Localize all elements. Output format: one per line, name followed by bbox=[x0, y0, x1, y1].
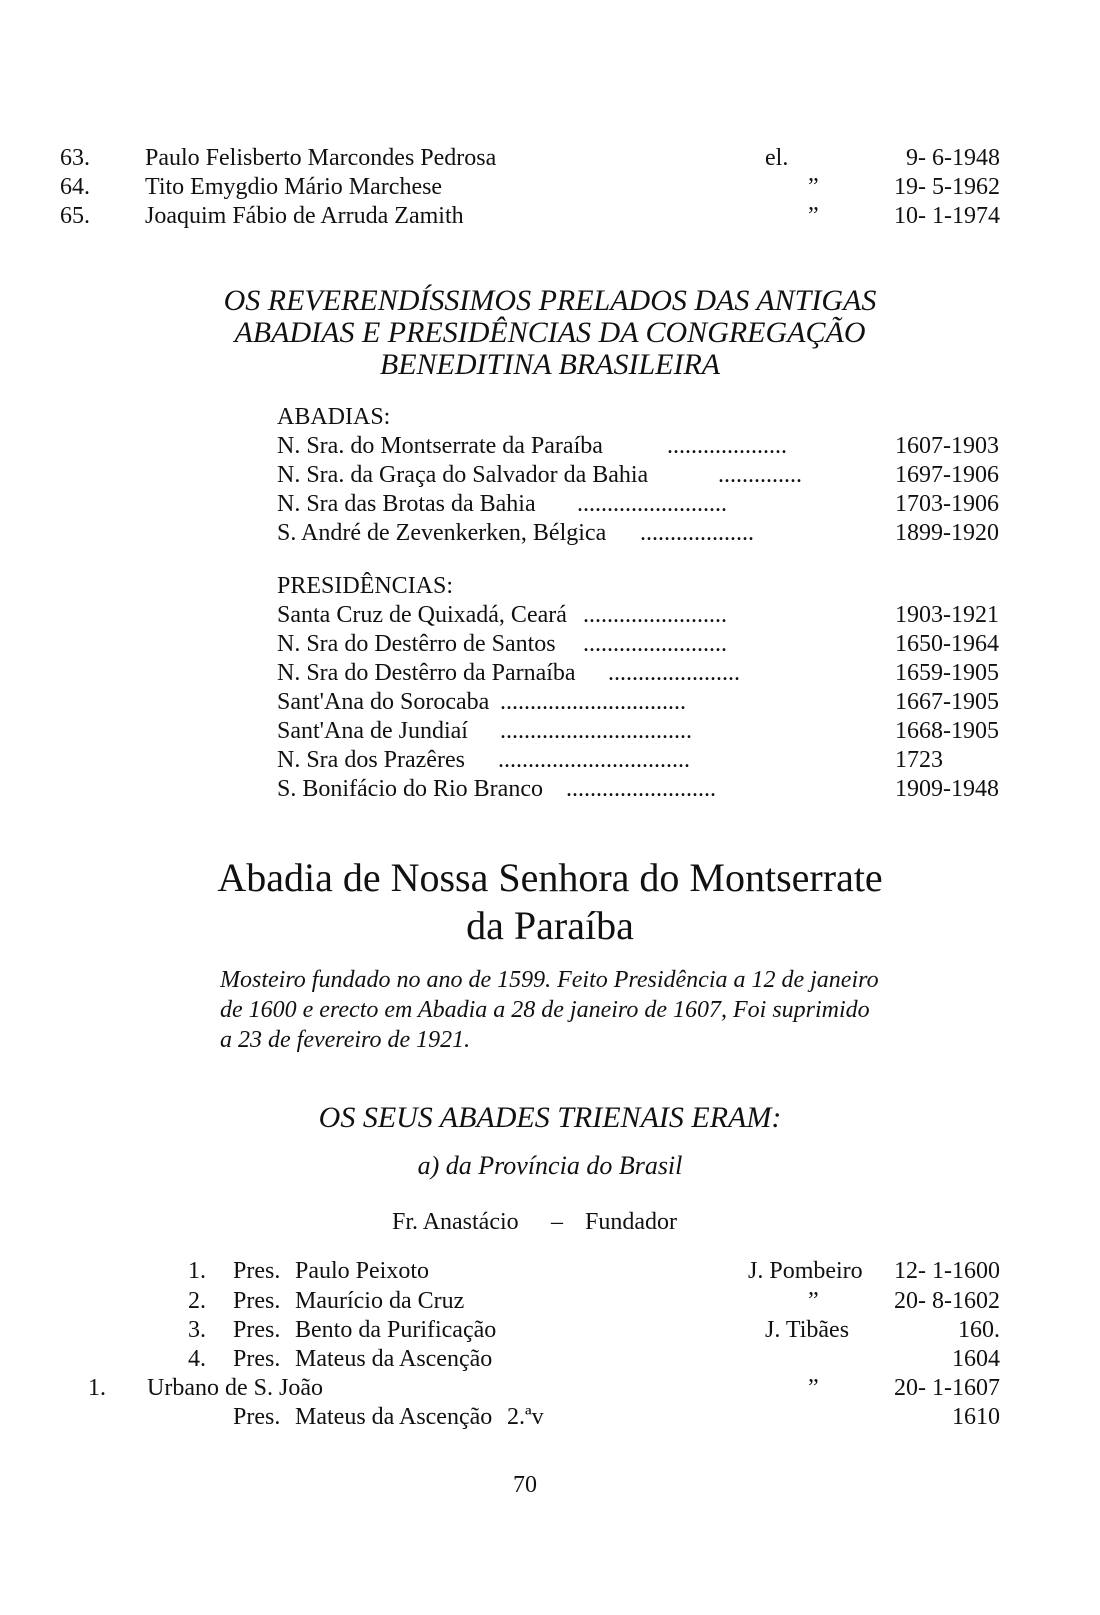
abadia-name: S. André de Zevenkerken, Bélgica bbox=[277, 520, 607, 546]
abade-date: 20- 8-1602 bbox=[894, 1288, 1000, 1314]
abbot-name: Urbano de S. João bbox=[147, 1375, 323, 1401]
abadia-name: N. Sra das Brotas da Bahia bbox=[277, 491, 536, 517]
abadia-years: 1703-1906 bbox=[895, 491, 999, 517]
abadias-label: ABADIAS: bbox=[277, 404, 391, 430]
abade-number: 1. bbox=[188, 1258, 206, 1284]
list-number: 63. bbox=[60, 145, 90, 171]
founder-dash: – bbox=[551, 1209, 563, 1235]
abadia-name: N. Sra. do Montserrate da Paraíba bbox=[277, 433, 603, 459]
abade-title: Pres. bbox=[233, 1288, 281, 1314]
abade-origin: J. Pombeiro bbox=[748, 1258, 863, 1284]
list-date: 10- 1-1974 bbox=[894, 203, 1000, 229]
abadia-name: N. Sra. da Graça do Salvador da Bahia bbox=[277, 462, 649, 488]
abade-title: Pres. bbox=[233, 1404, 281, 1430]
founder-name: Fr. Anastácio bbox=[392, 1209, 519, 1235]
presidencia-name: N. Sra dos Prazêres bbox=[277, 747, 465, 773]
abade-number: 2. bbox=[188, 1288, 206, 1314]
list-mark: ” bbox=[808, 174, 819, 200]
page-number: 70 bbox=[513, 1472, 537, 1498]
abbot-date: 20- 1-1607 bbox=[894, 1375, 1000, 1401]
presidencia-years: 1659-1905 bbox=[895, 660, 999, 686]
abade-number: 3. bbox=[188, 1317, 206, 1343]
presidencia-years: 1650-1964 bbox=[895, 631, 999, 657]
presidencia-years: 1909-1948 bbox=[895, 776, 999, 802]
abade-name: Mateus da Ascenção bbox=[295, 1404, 493, 1430]
abade-date: 160. bbox=[958, 1317, 1000, 1343]
list-date: 19- 5-1962 bbox=[894, 174, 1000, 200]
abade-number: 4. bbox=[188, 1346, 206, 1372]
abadia-years: 1899-1920 bbox=[895, 520, 999, 546]
abade-name: Mateus da Ascenção bbox=[295, 1346, 493, 1372]
presidencia-name: Sant'Ana do Sorocaba bbox=[277, 689, 490, 715]
presidencia-name: Santa Cruz de Quixadá, Ceará bbox=[277, 602, 567, 628]
heading-line: BENEDITINA BRASILEIRA bbox=[379, 348, 721, 381]
presidencia-years: 1723 bbox=[895, 747, 943, 773]
leader-dots: ................................ bbox=[498, 748, 690, 772]
section-title-line: da Paraíba bbox=[466, 903, 634, 948]
presidencia-years: 1903-1921 bbox=[895, 602, 999, 628]
abadia-years: 1697-1906 bbox=[895, 462, 999, 488]
abade-name: Bento da Purificação bbox=[295, 1317, 497, 1343]
description-line: a 23 de fevereiro de 1921. bbox=[220, 1027, 471, 1053]
list-mark: ” bbox=[808, 203, 819, 229]
provincia-heading: a) da Província do Brasil bbox=[417, 1151, 683, 1180]
abade-title: Pres. bbox=[233, 1317, 281, 1343]
leader-dots: ......................... bbox=[566, 777, 716, 801]
presidencia-years: 1668-1905 bbox=[895, 718, 999, 744]
abade-origin: ” bbox=[808, 1288, 819, 1314]
abades-heading: OS SEUS ABADES TRIENAIS ERAM: bbox=[318, 1101, 782, 1134]
abadia-years: 1607-1903 bbox=[895, 433, 999, 459]
abade-name: Maurício da Cruz bbox=[295, 1288, 465, 1314]
presidencia-name: N. Sra do Destêrro de Santos bbox=[277, 631, 556, 657]
leader-dots: ......................... bbox=[577, 492, 727, 516]
heading-line: ABADIAS E PRESIDÊNCIAS DA CONGREGAÇÃO bbox=[234, 316, 866, 349]
list-number: 65. bbox=[60, 203, 90, 229]
leader-dots: ........................ bbox=[583, 632, 727, 656]
list-date: 9- 6-1948 bbox=[906, 145, 1000, 171]
presidencia-name: Sant'Ana de Jundiaí bbox=[277, 718, 468, 744]
abade-name: Paulo Peixoto bbox=[295, 1258, 430, 1284]
founder-role: Fundador bbox=[585, 1209, 677, 1235]
list-mark: el. bbox=[765, 145, 789, 171]
abade-title: Pres. bbox=[233, 1258, 281, 1284]
abade-title: Pres. bbox=[233, 1346, 281, 1372]
abade-date: 12- 1-1600 bbox=[894, 1258, 1000, 1284]
presidencias-label: PRESIDÊNCIAS: bbox=[277, 573, 454, 599]
abbot-origin: ” bbox=[808, 1375, 819, 1401]
leader-dots: ........................ bbox=[583, 603, 727, 627]
leader-dots: ...................... bbox=[608, 661, 740, 685]
leader-dots: .............. bbox=[718, 463, 802, 487]
abade-date: 1610 bbox=[952, 1404, 1000, 1430]
abade-origin: J. Tibães bbox=[765, 1317, 850, 1343]
section-title-line: Abadia de Nossa Senhora do Montserrate bbox=[217, 855, 883, 900]
list-name: Tito Emygdio Mário Marchese bbox=[145, 174, 443, 200]
leader-dots: .................... bbox=[667, 434, 787, 458]
list-name: Paulo Felisberto Marcondes Pedrosa bbox=[145, 145, 497, 171]
presidencia-name: N. Sra do Destêrro da Parnaíba bbox=[277, 660, 576, 686]
abbot-number: 1. bbox=[88, 1375, 106, 1401]
leader-dots: ................... bbox=[640, 521, 754, 545]
heading-line: OS REVERENDÍSSIMOS PRELADOS DAS ANTIGAS bbox=[223, 284, 877, 317]
presidencia-years: 1667-1905 bbox=[895, 689, 999, 715]
abade-suffix: 2.ªv bbox=[507, 1404, 544, 1430]
description-line: de 1600 e erecto em Abadia a 28 de janeiro de 1607, Foi suprimido bbox=[220, 997, 870, 1023]
presidencia-name: S. Bonifácio do Rio Branco bbox=[277, 776, 543, 802]
leader-dots: ................................ bbox=[500, 719, 692, 743]
abade-date: 1604 bbox=[952, 1346, 1000, 1372]
description-line: Mosteiro fundado no ano de 1599. Feito Presidência a 12 de janeiro bbox=[220, 967, 879, 993]
list-number: 64. bbox=[60, 174, 90, 200]
leader-dots: ............................... bbox=[500, 690, 686, 714]
list-name: Joaquim Fábio de Arruda Zamith bbox=[145, 203, 464, 229]
